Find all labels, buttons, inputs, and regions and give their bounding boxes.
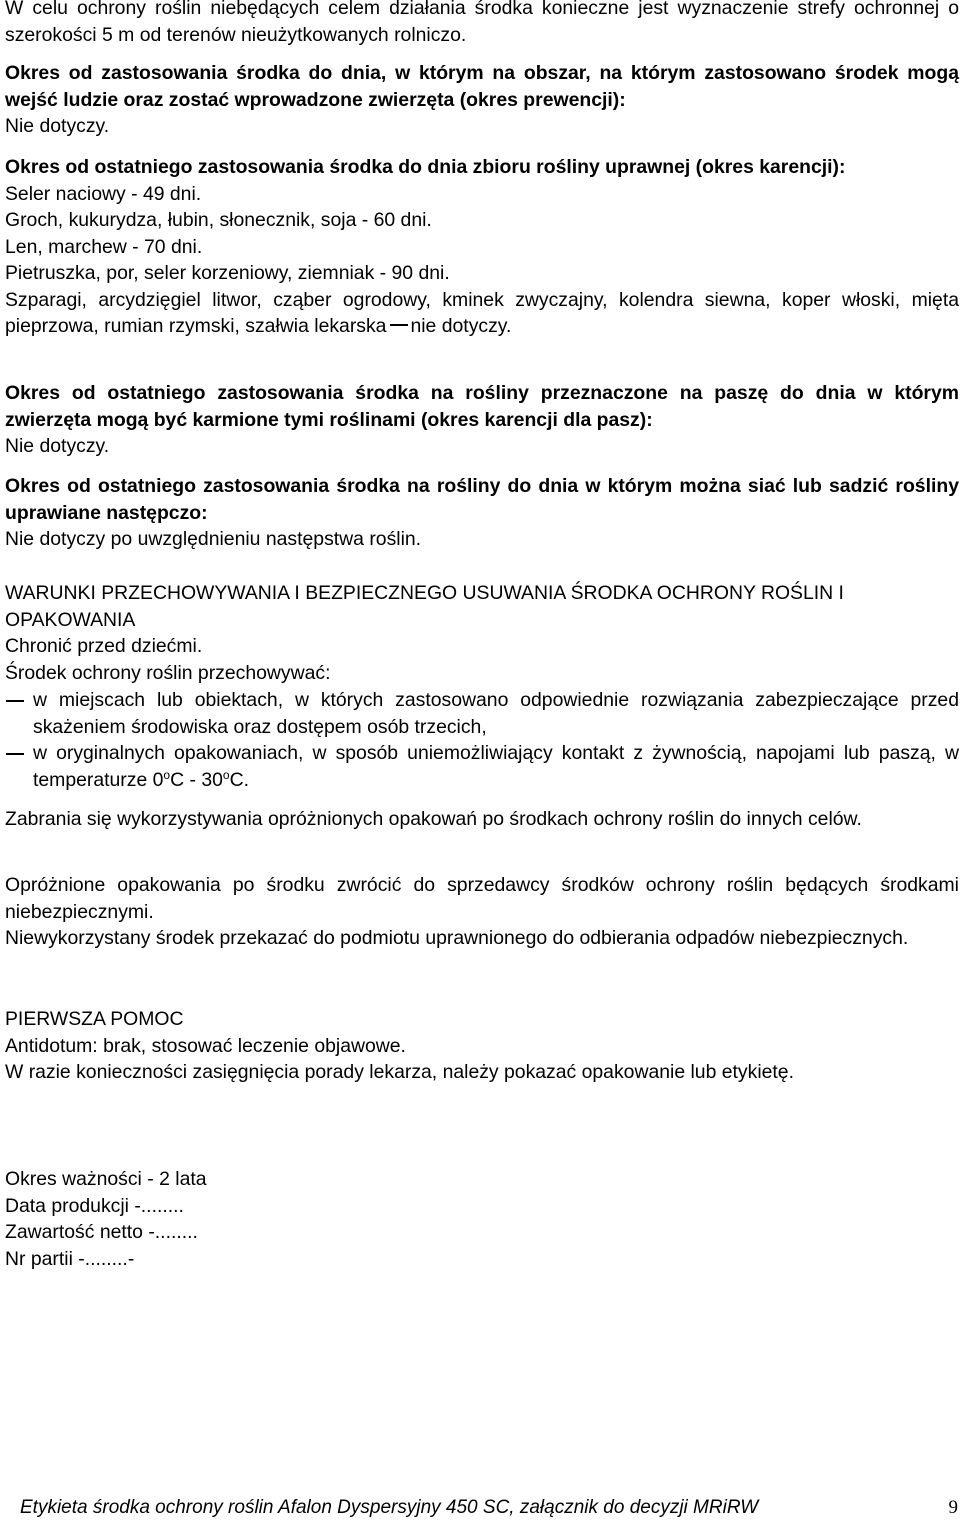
storage-heading: WARUNKI PRZECHOWYWANIA I BEZPIECZNEGO USUWANIA ŚRODKA OCHRONY ROŚLIN I OPAKOWANIA [5, 582, 844, 631]
karencja-not-applicable [5, 287, 959, 340]
prevention-heading: Okres od zastosowania środka do dnia, w którym na obszar, na którym zastosowano środek mogą wejść ludzie oraz zostać wprowadzone zwierzęta (okres prewencji): [5, 62, 959, 111]
feed-section [5, 380, 959, 460]
list-item [5, 740, 959, 793]
batch-number: Nr partii -........- [5, 1247, 135, 1270]
buffer-zone-text: W celu ochrony roślin niebędących celem działania środka konieczne jest wyznaczenie strefy ochronnej o szerokości 5 m od terenów nieużytkowanych rolniczo. [5, 0, 959, 46]
list-item [5, 687, 959, 740]
storage-section [5, 580, 959, 686]
not-applicable-value: nie dotyczy. [410, 315, 512, 337]
footer-text: Etykieta środka ochrony roślin Afalon Dyspersyjny 450 SC, załącznik do decyzji MRiRW [20, 1497, 759, 1518]
production-date: Data produkcji -........ [5, 1194, 184, 1217]
karencja-item: Len, marchew - 70 dni. [5, 235, 203, 258]
unused-disposal-text: Niewykorzystany środek przekazać do podmiotu uprawnionego do odbierania odpadów niebezpiecznych. [5, 927, 909, 949]
first-aid-section [5, 1006, 959, 1086]
succession-section [5, 473, 959, 553]
karencja-item: Pietruszka, por, seler korzeniowy, ziemniak - 90 dni. [5, 262, 450, 284]
prevention-section [5, 60, 959, 140]
karencja-item: Groch, kukurydza, łubin, słonecznik, soja - 60 dni. [5, 209, 432, 231]
empty-return-text: Opróżnione opakowania po środku zwrócić do sprzedawcy środków ochrony roślin będących środkami niebezpiecznymi. [5, 874, 959, 923]
reuse-ban-text: Zabrania się wykorzystywania opróżnionych opakowań po środkach ochrony roślin do innych celów. [5, 808, 862, 830]
product-info [5, 1166, 959, 1272]
validity: Okres ważności - 2 lata [5, 1168, 207, 1190]
karencja-heading: Okres od ostatniego zastosowania środka do dnia zbioru rośliny uprawnej (okres karencji): [5, 156, 846, 178]
karencja-section [5, 154, 959, 340]
first-aid-antidote: Antidotum: brak, stosować leczenie objawowe. [5, 1034, 406, 1057]
disposal-block [5, 872, 959, 952]
storage-children: Chronić przed dziećmi. [5, 635, 203, 657]
not-applicable-crops: Szparagi, arcydzięgiel litwor, cząber ogrodowy, kminek zwyczajny, kolendra siewna, koper włoski, mięta pieprzowa, rumian rzymski, szałwia lekarska [5, 288, 959, 337]
page-number: 9 [948, 1497, 958, 1518]
first-aid-doctor: W razie konieczności zasięgnięcia porady lekarza, należy pokazać opakowanie lub etykietę. [5, 1061, 794, 1083]
feed-value: Nie dotyczy. [5, 435, 110, 457]
feed-heading: Okres od ostatniego zastosowania środka na rośliny przeznaczone na paszę do dnia w którym zwierzęta mogą być karmione tymi roślinami (okres karencji dla pasz): [5, 382, 959, 431]
dash-icon [390, 324, 408, 326]
net-content: Zawartość netto -........ [5, 1221, 198, 1243]
succession-value: Nie dotyczy po uwzględnieniu następstwa roślin. [5, 528, 422, 550]
storage-item-2: w oryginalnych opakowaniach, w sposób uniemożliwiający kontakt z żywnością, napojami lub paszą, w temperaturze 0$^o$C - 30$^o$C. [33, 742, 959, 791]
storage-item-1: w miejscach lub obiektach, w których zastosowano odpowiednie rozwiązania zabezpieczające przed skażeniem środowiska oraz dostępem osób trzecich, [33, 689, 959, 738]
first-aid-heading: PIERWSZA POMOC [5, 1008, 184, 1030]
succession-heading: Okres od ostatniego zastosowania środka na rośliny do dnia w którym można siać lub sadzić rośliny uprawiane następczo: [5, 475, 959, 524]
karencja-item: Seler naciowy - 49 dni. [5, 182, 202, 205]
prevention-value: Nie dotyczy. [5, 115, 110, 137]
storage-intro: Środek ochrony roślin przechowywać: [5, 661, 331, 684]
storage-list [5, 687, 959, 793]
